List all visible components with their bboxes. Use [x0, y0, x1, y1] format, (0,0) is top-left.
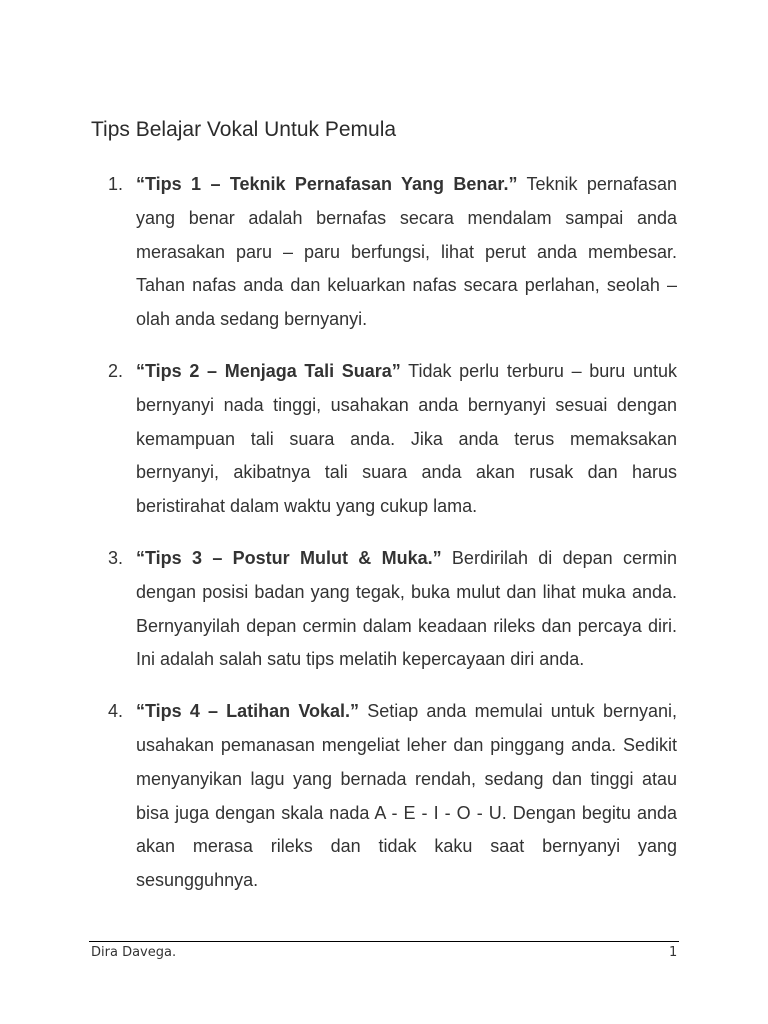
tip-heading: “Tips 4 – Latihan Vokal.”: [136, 701, 360, 722]
page-number: 1: [669, 945, 678, 960]
tip-body: Teknik pernafasan yang benar adalah bernafas secara mendalam sampai anda merasakan paru – paru berfungsi, lihat perut anda membesar. Tahan nafas anda dan keluarkan nafas secara perlahan, seolah – olah anda sedang bernyanyi.: [136, 174, 677, 330]
tip-heading: “Tips 3 – Postur Mulut & Muka.”: [136, 547, 442, 568]
tip-number: 3.: [108, 547, 124, 568]
page-title: Tips Belajar Vokal Untuk Pemula: [91, 118, 397, 141]
tips-list: [0, 168, 768, 916]
tip-number: 2.: [108, 360, 124, 381]
tip-item: [108, 542, 677, 677]
tip-number: 1.: [108, 174, 124, 194]
tip-body: Setiap anda memulai untuk bernyani, usahakan pemanasan mengeliat leher dan pinggang anda. Sedikit menyanyikan lagu yang bernada rendah, sedang dan tinggi atau bisa juga dengan skala nada A - E - I - O - U. Dengan begitu anda akan merasa rileks dan tidak kaku saat bernyanyi yang sesungguhnya.: [136, 701, 677, 891]
footer-divider: [89, 941, 679, 942]
tip-heading: “Tips 2 – Menjaga Tali Suara”: [136, 360, 401, 381]
tip-item: [108, 355, 678, 524]
tip-body: Berdirilah di depan cermin dengan posisi badan yang tegak, buka mulut dan lihat muka anda. Bernyanyilah depan cermin dalam keadaan rileks dan percaya diri. Ini adalah salah satu tips melatih kepercayaan diri anda.: [136, 547, 677, 670]
tip-number: 4.: [108, 701, 124, 722]
tip-item: [108, 695, 677, 898]
footer-author: Dira Davega.: [91, 945, 177, 960]
tip-item: [108, 168, 677, 337]
tip-body: Tidak perlu terburu – buru untuk bernyanyi nada tinggi, usahakan anda bernyanyi sesuai dengan kemampuan tali suara anda. Jika anda terus memaksakan bernyanyi, akibatnya tali suara anda akan rusak dan harus beristirahat dalam waktu yang cukup lama.: [136, 360, 678, 517]
tip-heading: “Tips 1 – Teknik Pernafasan Yang Benar.”: [136, 174, 518, 194]
